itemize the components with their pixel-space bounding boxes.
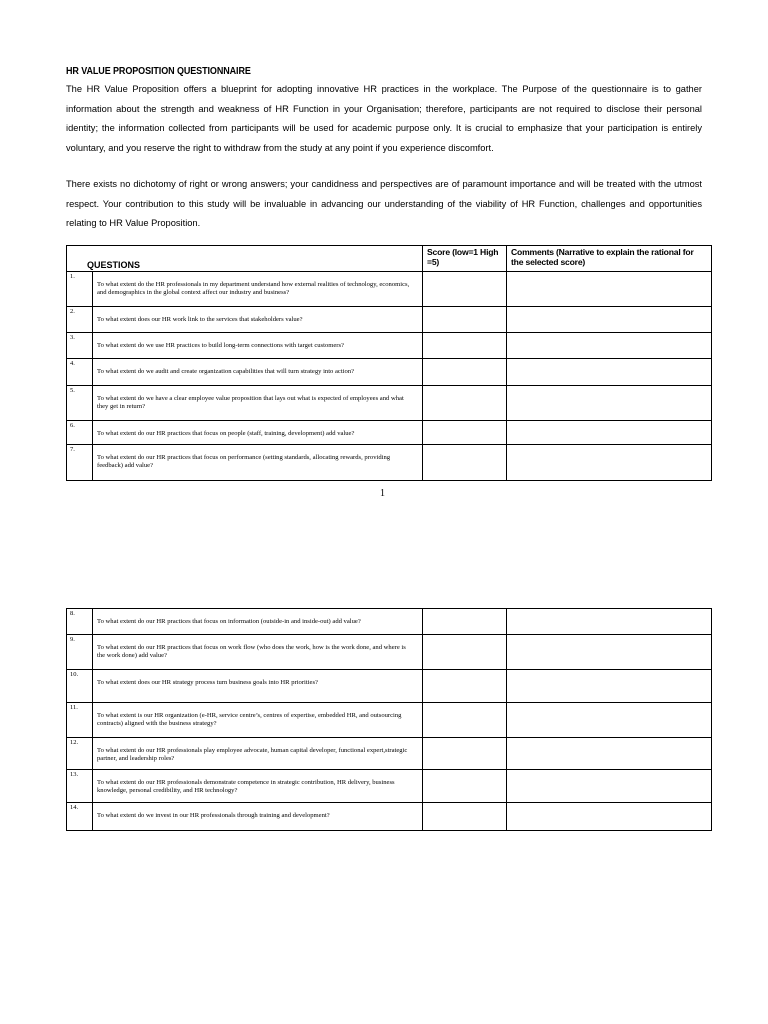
question-text: To what extent do our HR practices that focus on performance (setting standards, allocating rewards, providing feedback) add value? xyxy=(93,445,423,481)
document-title: HR VALUE PROPOSITION QUESTIONNAIRE xyxy=(66,66,251,77)
row-number: 5. xyxy=(67,386,93,421)
table-row xyxy=(67,670,712,703)
question-text: To what extent do we use HR practices to build long-term connections with target customers? xyxy=(93,333,423,359)
intro-paragraph-2: There exists no dichotomy of right or wrong answers; your candidness and perspectives are of paramount importance and will be treated with the utmost respect. Your contribution to this study will be invaluable in advancing our understanding of the viability of HR Function, challenges and opportunities relating to HR Value Proposition. xyxy=(66,179,702,229)
table-row xyxy=(67,635,712,670)
question-text: To what extent do our HR practices that focus on work flow (who does the work, how is the work done, and where is the work done) add value? xyxy=(93,635,423,670)
question-text: To what extent do our HR professionals play employee advocate, human capital developer, functional expert,strategic partner, and leadership roles? xyxy=(93,738,423,770)
question-text: To what extent do our HR practices that focus on information (outside-in and inside-out) add value? xyxy=(93,609,423,635)
row-number: 9. xyxy=(67,635,93,670)
table-row xyxy=(67,770,712,803)
comment-cell[interactable] xyxy=(507,359,712,386)
score-cell[interactable] xyxy=(423,307,507,333)
row-number: 11. xyxy=(67,703,93,738)
intro-paragraph-1: The HR Value Proposition offers a blueprint for adopting innovative HR practices in the workplace. The Purpose of the questionnaire is to gather information about the strength and weakness of HR Function in your Organisation; therefore, participants are not required to disclose their personal identity; the information collected from participants will be used for academic purpose only. It is crucial to emphasize that your participation is entirely voluntary, and you reserve the right to withdraw from the study at any point if you experience discomfort. xyxy=(66,84,702,153)
score-cell[interactable] xyxy=(423,738,507,770)
score-cell[interactable] xyxy=(423,272,507,307)
score-cell[interactable] xyxy=(423,703,507,738)
comment-cell[interactable] xyxy=(507,307,712,333)
page-number: 1 xyxy=(380,488,385,499)
score-cell[interactable] xyxy=(423,635,507,670)
score-cell[interactable] xyxy=(423,359,507,386)
table-row xyxy=(67,421,712,445)
score-cell[interactable] xyxy=(423,803,507,831)
comment-cell[interactable] xyxy=(507,803,712,831)
score-cell[interactable] xyxy=(423,386,507,421)
row-number: 1. xyxy=(67,272,93,307)
question-text: To what extent do the HR professionals in my department understand how external realities of technology, economics, and demographics in the global context affect our industry and business? xyxy=(93,272,423,307)
row-number: 4. xyxy=(67,359,93,386)
comments-header: Comments (Narrative to explain the rational for the selected score) xyxy=(507,246,712,272)
comment-cell[interactable] xyxy=(507,272,712,307)
comment-cell[interactable] xyxy=(507,386,712,421)
row-number: 2. xyxy=(67,307,93,333)
question-text: To what extent do our HR professionals demonstrate competence in strategic contribution, HR delivery, business knowledge, personal credibility, and HR technology? xyxy=(93,770,423,803)
comment-cell[interactable] xyxy=(507,770,712,803)
row-number: 6. xyxy=(67,421,93,445)
table-row xyxy=(67,609,712,635)
table-row xyxy=(67,445,712,481)
table-row xyxy=(67,307,712,333)
table-row xyxy=(67,803,712,831)
table-row xyxy=(67,703,712,738)
row-number: 14. xyxy=(67,803,93,831)
question-text: To what extent do we have a clear employee value proposition that lays out what is expected of employees and what they get in return? xyxy=(93,386,423,421)
row-number: 3. xyxy=(67,333,93,359)
comment-cell[interactable] xyxy=(507,635,712,670)
score-cell[interactable] xyxy=(423,609,507,635)
table-row xyxy=(67,738,712,770)
questions-table-page2 xyxy=(66,608,712,831)
table-row xyxy=(67,386,712,421)
table-row xyxy=(67,272,712,307)
question-text: To what extent does our HR work link to the services that stakeholders value? xyxy=(93,307,423,333)
row-number: 13. xyxy=(67,770,93,803)
row-number: 10. xyxy=(67,670,93,703)
question-text: To what extent is our HR organization (e-HR, service centre’s, centres of expertise, embedded HR, and outsourcing contracts) aligned with the business strategy? xyxy=(93,703,423,738)
row-number: 8. xyxy=(67,609,93,635)
comment-cell[interactable] xyxy=(507,445,712,481)
table-row xyxy=(67,359,712,386)
question-text: To what extent does our HR strategy process turn business goals into HR priorities? xyxy=(93,670,423,703)
comment-cell[interactable] xyxy=(507,333,712,359)
comment-cell[interactable] xyxy=(507,703,712,738)
row-number: 12. xyxy=(67,738,93,770)
score-cell[interactable] xyxy=(423,670,507,703)
table-row xyxy=(67,333,712,359)
question-text: To what extent do we audit and create organization capabilities that will turn strategy into action? xyxy=(93,359,423,386)
question-text: To what extent do we invest in our HR professionals through training and development? xyxy=(93,803,423,831)
comment-cell[interactable] xyxy=(507,670,712,703)
comment-cell[interactable] xyxy=(507,738,712,770)
score-cell[interactable] xyxy=(423,445,507,481)
question-text: To what extent do our HR practices that focus on people (staff, training, development) add value? xyxy=(93,421,423,445)
score-cell[interactable] xyxy=(423,770,507,803)
score-cell[interactable] xyxy=(423,421,507,445)
row-number: 7. xyxy=(67,445,93,481)
score-cell[interactable] xyxy=(423,333,507,359)
comment-cell[interactable] xyxy=(507,609,712,635)
score-header: Score (low=1 High =5) xyxy=(423,246,507,272)
questions-table-page1 xyxy=(66,245,712,481)
questions-header: QUESTIONS xyxy=(67,246,423,272)
table-header-row xyxy=(67,246,712,272)
comment-cell[interactable] xyxy=(507,421,712,445)
